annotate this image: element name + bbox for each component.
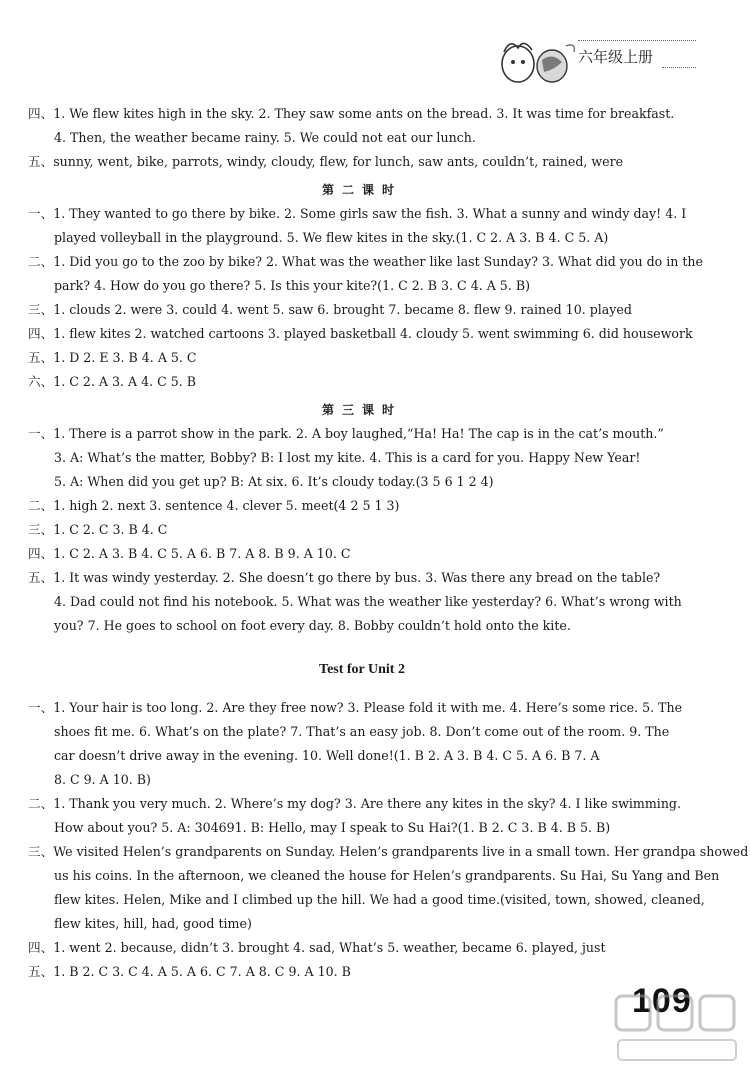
text-line: 一、1. They wanted to go there by bike. 2. Some girls saw the fish. 3. What a sunny and windy day! 4. I <box>28 206 687 221</box>
text-line: 二、1. high 2. next 3. sentence 4. clever 5. meet(4 2 5 1 3) <box>28 498 400 513</box>
answer-content <box>28 102 749 984</box>
page-header <box>470 28 720 88</box>
text-line: 五、sunny, went, bike, parrots, windy, cloudy, flew, for lunch, saw ants, couldn’t, rained, were <box>28 154 624 169</box>
text-line: 3. A: What’s the matter, Bobby? B: I lost my kite. 4. This is a card for you. Happy New Year! <box>54 450 641 465</box>
watermark-logo-icon <box>612 990 742 1066</box>
text-line: 六、1. C 2. A 3. A 4. C 5. B <box>28 374 197 389</box>
text-line: 五、1. B 2. C 3. C 4. A 5. A 6. C 7. A 8. C 9. A 10. B <box>28 964 351 979</box>
text-line: played volleyball in the playground. 5. We flew kites in the sky.(1. C 2. A 3. B 4. C 5. A) <box>54 230 609 245</box>
text-line: flew kites, hill, had, good time) <box>54 916 252 931</box>
text-line: shoes fit me. 6. What’s on the plate? 7. That’s an easy job. 8. Don’t come out of the room. 9. The <box>54 724 670 739</box>
text-line: 8. C 9. A 10. B) <box>54 772 151 787</box>
text-line: you? 7. He goes to school on foot every day. 8. Bobby couldn’t hold onto the kite. <box>54 618 571 633</box>
cartoon-logo-icon <box>488 32 580 88</box>
text-line: 二、1. Did you go to the zoo by bike? 2. What was the weather like last Sunday? 3. What did you do in the <box>28 254 703 269</box>
text-line: 一、1. There is a parrot show in the park. 2. A boy laughed,“Ha! Ha! The cap is in the cat’s mouth.” <box>28 426 664 441</box>
text-line: 4. Dad could not find his notebook. 5. What was the weather like yesterday? 6. What’s wrong with <box>54 594 682 609</box>
text-line: us his coins. In the afternoon, we cleaned the house for Helen’s grandparents. Su Hai, Su Yang and Ben <box>54 868 720 883</box>
text-line: 三、1. clouds 2. were 3. could 4. went 5. saw 6. brought 7. became 8. flew 9. rained 10. played <box>28 302 632 317</box>
text-line: 四、1. We flew kites high in the sky. 2. They saw some ants on the bread. 3. It was time for breakfast. <box>28 106 675 121</box>
text-line: 四、1. went 2. because, didn’t 3. brought 4. sad, What’s 5. weather, became 6. played, just <box>28 940 606 955</box>
page-number: 109 <box>632 982 692 1020</box>
text-line: 二、1. Thank you very much. 2. Where’s my dog? 3. Are there any kites in the sky? 4. I like swimming. <box>28 796 681 811</box>
text-line: 一、1. Your hair is too long. 2. Are they free now? 3. Please fold it with me. 4. Here’s some rice. 5. The <box>28 700 683 715</box>
text-line: flew kites. Helen, Mike and I climbed up the hill. We had a good time.(visited, town, showed, cleaned, <box>54 892 705 907</box>
section-heading-test-unit-2: Test for Unit 2 <box>319 662 405 677</box>
text-line: 三、We visited Helen’s grandparents on Sunday. Helen’s grandparents live in a small town. Her grandpa showed <box>28 844 749 859</box>
text-line: 五、1. D 2. E 3. B 4. A 5. C <box>28 350 197 365</box>
section-heading-lesson-2: 第二课时 <box>321 183 402 197</box>
text-line: car doesn’t drive away in the evening. 10. Well done!(1. B 2. A 3. B 4. C 5. A 6. B 7. A <box>54 748 600 763</box>
text-line: 5. A: When did you get up? B: At six. 6. It’s cloudy today.(3 5 6 1 2 4) <box>54 474 494 489</box>
text-line: How about you? 5. A: 304691. B: Hello, may I speak to Su Hai?(1. B 2. C 3. B 4. B 5. B) <box>54 820 611 835</box>
text-line: park? 4. How do you go there? 5. Is this your kite?(1. C 2. B 3. C 4. A 5. B) <box>54 278 530 293</box>
text-line: 三、1. C 2. C 3. B 4. C <box>28 522 168 537</box>
text-line: 四、1. flew kites 2. watched cartoons 3. played basketball 4. cloudy 5. went swimming 6. did housework <box>28 326 693 341</box>
section-heading-lesson-3: 第三课时 <box>321 403 402 417</box>
grade-label: 六年级上册 <box>578 48 654 66</box>
text-line: 四、1. C 2. A 3. B 4. C 5. A 6. B 7. A 8. B 9. A 10. C <box>28 546 351 561</box>
text-line: 五、1. It was windy yesterday. 2. She doesn’t go there by bus. 3. Was there any bread on the table? <box>28 570 661 585</box>
text-line: 4. Then, the weather became rainy. 5. We could not eat our lunch. <box>54 130 476 145</box>
